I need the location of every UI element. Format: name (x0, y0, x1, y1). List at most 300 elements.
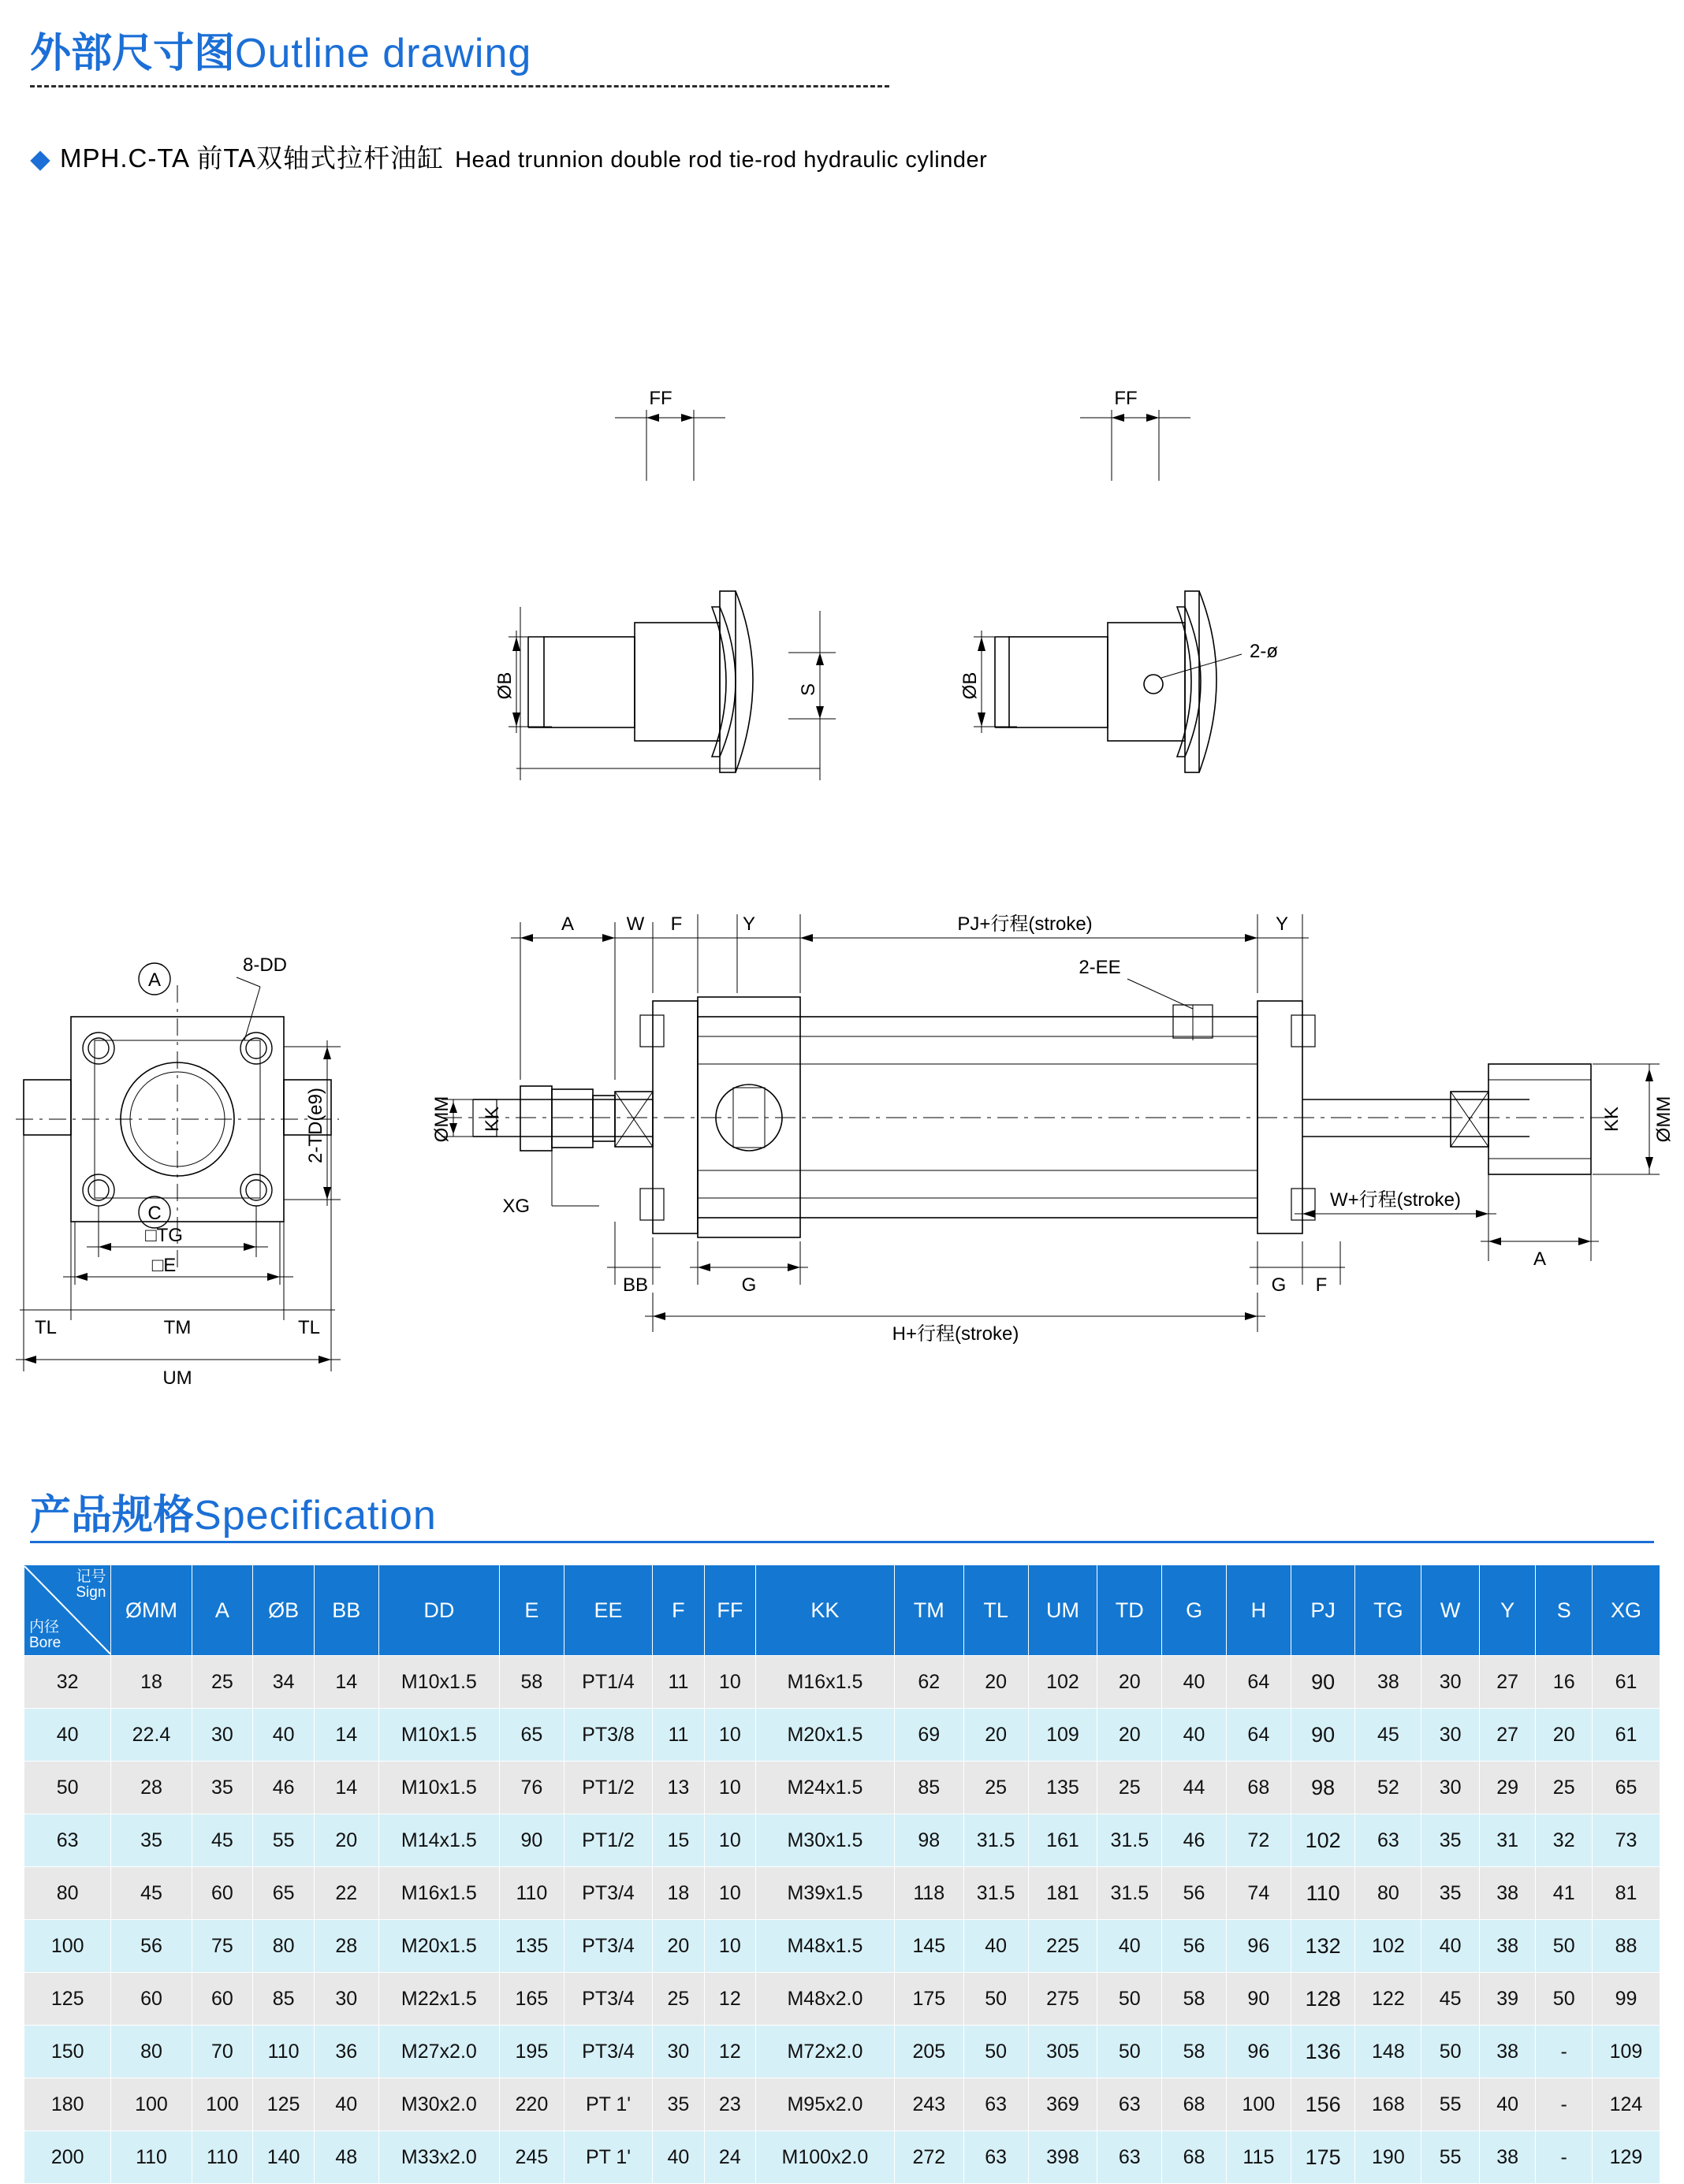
cell-w: 40 (1421, 1920, 1480, 1973)
cell-s: - (1536, 2131, 1593, 2184)
cell-s: 50 (1536, 1920, 1593, 1973)
cell-g: 40 (1162, 1656, 1227, 1709)
cell-um: 102 (1028, 1656, 1097, 1709)
cell-h: 115 (1226, 2131, 1291, 2184)
col-header-dd: DD (378, 1565, 499, 1656)
cell-tl: 50 (963, 2026, 1028, 2078)
cell-bore: 80 (24, 1867, 111, 1920)
cell-e: 58 (500, 1656, 564, 1709)
cell-s: 32 (1536, 1814, 1593, 1867)
cell-y: 27 (1479, 1656, 1536, 1709)
cell-tg: 63 (1355, 1814, 1421, 1867)
cell-bb: 22 (314, 1867, 378, 1920)
svg-text:A: A (147, 969, 162, 991)
col-header-omm: ØMM (111, 1565, 192, 1656)
cell-bb: 30 (314, 1973, 378, 2026)
cell-y: 38 (1479, 1920, 1536, 1973)
cell-e: 76 (500, 1762, 564, 1814)
svg-text:KK: KK (482, 1106, 503, 1133)
cell-mm: 56 (111, 1920, 192, 1973)
cell-bore: 50 (24, 1762, 111, 1814)
cell-mm: 110 (111, 2131, 192, 2184)
cell-s: 20 (1536, 1709, 1593, 1762)
cell-xg: 73 (1592, 1814, 1660, 1867)
cell-ff: 10 (704, 1814, 755, 1867)
cell-bb: 36 (314, 2026, 378, 2078)
cell-kk: M39x1.5 (756, 1867, 895, 1920)
cell-y: 38 (1479, 2131, 1536, 2184)
col-header-h: H (1226, 1565, 1291, 1656)
cell-tl: 31.5 (963, 1867, 1028, 1920)
cell-tg: 80 (1355, 1867, 1421, 1920)
cell-e: 110 (500, 1867, 564, 1920)
cell-dd: M20x1.5 (378, 1920, 499, 1973)
specification-table (24, 1565, 1660, 2184)
cell-y: 40 (1479, 2078, 1536, 2131)
col-header-tl: TL (963, 1565, 1028, 1656)
cell-b: 140 (253, 2131, 315, 2184)
cell-f: 25 (653, 1973, 704, 2026)
cell-ee: PT3/4 (564, 1867, 652, 1920)
cell-td: 20 (1097, 1709, 1162, 1762)
svg-text:ØMM: ØMM (431, 1096, 453, 1143)
cell-xg: 129 (1592, 2131, 1660, 2184)
col-header-kk: KK (756, 1565, 895, 1656)
spec-blue-divider (30, 1541, 1654, 1543)
cell-dd: M10x1.5 (378, 1656, 499, 1709)
cell-ee: PT3/4 (564, 1920, 652, 1973)
cell-y: 39 (1479, 1973, 1536, 2026)
table-row (24, 2131, 1660, 2184)
cell-s: 50 (1536, 1973, 1593, 2026)
cell-e: 90 (500, 1814, 564, 1867)
cell-e: 135 (500, 1920, 564, 1973)
cell-ff: 10 (704, 1920, 755, 1973)
cell-b: 40 (253, 1709, 315, 1762)
svg-text:A: A (561, 913, 575, 935)
cell-a: 45 (192, 1814, 253, 1867)
cell-mm: 35 (111, 1814, 192, 1867)
cell-h: 100 (1226, 2078, 1291, 2131)
cell-xg: 81 (1592, 1867, 1660, 1920)
cell-tm: 205 (894, 2026, 963, 2078)
cell-g: 68 (1162, 2078, 1227, 2131)
col-header-tm: TM (894, 1565, 963, 1656)
cell-tm: 272 (894, 2131, 963, 2184)
cell-h: 64 (1226, 1709, 1291, 1762)
cell-dd: M33x2.0 (378, 2131, 499, 2184)
cell-f: 13 (653, 1762, 704, 1814)
cell-w: 35 (1421, 1814, 1480, 1867)
cell-ee: PT3/4 (564, 2026, 652, 2078)
cell-b: 34 (253, 1656, 315, 1709)
cell-w: 50 (1421, 2026, 1480, 2078)
bore-label-en: Bore (29, 1635, 61, 1651)
cell-s: - (1536, 2026, 1593, 2078)
spec-heading-cn: 产品规格 (30, 1493, 195, 1538)
cell-ee: PT 1' (564, 2078, 652, 2131)
cell-td: 31.5 (1097, 1814, 1162, 1867)
cell-y: 38 (1479, 1867, 1536, 1920)
cell-tl: 50 (963, 1973, 1028, 2026)
cell-a: 70 (192, 2026, 253, 2078)
cell-a: 60 (192, 1973, 253, 2026)
model-name-en: Head trunnion double rod tie-rod hydraulic cylinder (455, 147, 988, 173)
cell-tg: 168 (1355, 2078, 1421, 2131)
outline-drawing-heading (30, 20, 531, 79)
cell-y: 27 (1479, 1709, 1536, 1762)
cell-h: 96 (1226, 1920, 1291, 1973)
cell-pj: 98 (1291, 1762, 1355, 1814)
cell-h: 64 (1226, 1656, 1291, 1709)
specification-heading (30, 1482, 437, 1541)
cell-mm: 60 (111, 1973, 192, 2026)
cell-f: 11 (653, 1709, 704, 1762)
svg-text:ØB: ØB (959, 672, 981, 700)
col-header-e: E (500, 1565, 564, 1656)
col-header-y: Y (1479, 1565, 1536, 1656)
cell-s: 16 (1536, 1656, 1593, 1709)
cell-mm: 80 (111, 2026, 192, 2078)
svg-text:W: W (626, 913, 645, 935)
svg-text:XG: XG (502, 1196, 530, 1217)
cell-b: 110 (253, 2026, 315, 2078)
cell-tg: 148 (1355, 2026, 1421, 2078)
cell-dd: M10x1.5 (378, 1709, 499, 1762)
cell-g: 56 (1162, 1867, 1227, 1920)
col-header-g: G (1162, 1565, 1227, 1656)
cell-tl: 63 (963, 2131, 1028, 2184)
cell-h: 90 (1226, 1973, 1291, 2026)
cell-g: 56 (1162, 1920, 1227, 1973)
cell-b: 65 (253, 1867, 315, 1920)
cell-bore: 100 (24, 1920, 111, 1973)
svg-text:Y: Y (1275, 913, 1289, 935)
cell-tm: 69 (894, 1709, 963, 1762)
cell-b: 55 (253, 1814, 315, 1867)
cell-ee: PT3/8 (564, 1709, 652, 1762)
col-header-td: TD (1097, 1565, 1162, 1656)
cell-um: 398 (1028, 2131, 1097, 2184)
cell-xg: 109 (1592, 2026, 1660, 2078)
cell-y: 38 (1479, 2026, 1536, 2078)
cell-h: 68 (1226, 1762, 1291, 1814)
svg-text:S: S (798, 683, 819, 697)
cell-h: 96 (1226, 2026, 1291, 2078)
cell-dd: M27x2.0 (378, 2026, 499, 2078)
svg-text:F: F (670, 913, 683, 935)
cell-mm: 18 (111, 1656, 192, 1709)
cell-f: 35 (653, 2078, 704, 2131)
cell-tl: 20 (963, 1656, 1028, 1709)
cell-w: 55 (1421, 2131, 1480, 2184)
cell-kk: M48x2.0 (756, 1973, 895, 2026)
col-header-ee: EE (564, 1565, 652, 1656)
svg-text:UM: UM (162, 1367, 192, 1389)
outline-heading-cn: 外部尺寸图 (30, 31, 236, 76)
svg-text:FF: FF (1114, 388, 1138, 409)
cell-f: 40 (653, 2131, 704, 2184)
cell-um: 275 (1028, 1973, 1097, 2026)
table-row (24, 1762, 1660, 1814)
cell-kk: M16x1.5 (756, 1656, 895, 1709)
cell-td: 50 (1097, 1973, 1162, 2026)
cell-ee: PT3/4 (564, 1973, 652, 2026)
svg-text:F: F (1315, 1274, 1328, 1296)
cell-g: 44 (1162, 1762, 1227, 1814)
cell-ff: 12 (704, 2026, 755, 2078)
cell-g: 46 (1162, 1814, 1227, 1867)
cell-tl: 20 (963, 1709, 1028, 1762)
svg-text:8-DD: 8-DD (243, 954, 288, 976)
cell-tm: 98 (894, 1814, 963, 1867)
cell-ff: 12 (704, 1973, 755, 2026)
cell-td: 40 (1097, 1920, 1162, 1973)
specification-table-wrap (24, 1565, 1660, 2184)
cell-ff: 24 (704, 2131, 755, 2184)
cell-kk: M30x1.5 (756, 1814, 895, 1867)
col-header-ff: FF (704, 1565, 755, 1656)
cell-y: 29 (1479, 1762, 1536, 1814)
spec-heading-en: Specification (194, 1493, 437, 1538)
cell-xg: 124 (1592, 2078, 1660, 2131)
cell-e: 220 (500, 2078, 564, 2131)
table-row (24, 1867, 1660, 1920)
cell-tl: 31.5 (963, 1814, 1028, 1867)
cell-td: 31.5 (1097, 1867, 1162, 1920)
technical-drawing (0, 181, 1684, 1442)
cell-a: 100 (192, 2078, 253, 2131)
table-row (24, 1814, 1660, 1867)
svg-text:2-EE: 2-EE (1079, 957, 1121, 978)
cell-h: 74 (1226, 1867, 1291, 1920)
cell-dd: M10x1.5 (378, 1762, 499, 1814)
cell-a: 110 (192, 2131, 253, 2184)
cell-xg: 61 (1592, 1709, 1660, 1762)
cell-um: 225 (1028, 1920, 1097, 1973)
svg-text:G: G (1271, 1274, 1287, 1296)
cell-f: 11 (653, 1656, 704, 1709)
cell-pj: 90 (1291, 1709, 1355, 1762)
col-header-bb: BB (314, 1565, 378, 1656)
cell-bb: 20 (314, 1814, 378, 1867)
cell-b: 80 (253, 1920, 315, 1973)
cell-bore: 125 (24, 1973, 111, 2026)
table-row (24, 1656, 1660, 1709)
cell-pj: 90 (1291, 1656, 1355, 1709)
svg-text:TL: TL (297, 1317, 321, 1338)
cell-s: 25 (1536, 1762, 1593, 1814)
cell-tg: 45 (1355, 1709, 1421, 1762)
cell-dd: M14x1.5 (378, 1814, 499, 1867)
svg-text:□TG: □TG (145, 1225, 183, 1246)
cell-pj: 156 (1291, 2078, 1355, 2131)
cell-y: 31 (1479, 1814, 1536, 1867)
cell-xg: 65 (1592, 1762, 1660, 1814)
cell-tg: 38 (1355, 1656, 1421, 1709)
cell-tl: 25 (963, 1762, 1028, 1814)
cell-um: 161 (1028, 1814, 1097, 1867)
cell-bb: 14 (314, 1709, 378, 1762)
svg-text:□E: □E (151, 1255, 177, 1276)
cell-w: 30 (1421, 1656, 1480, 1709)
svg-text:TM: TM (163, 1317, 192, 1338)
bore-label-cn: 内径 (29, 1619, 60, 1635)
cell-g: 68 (1162, 2131, 1227, 2184)
cell-f: 30 (653, 2026, 704, 2078)
cell-kk: M95x2.0 (756, 2078, 895, 2131)
col-header-xg: XG (1592, 1565, 1660, 1656)
outline-heading-en: Outline drawing (235, 31, 532, 76)
cell-pj: 132 (1291, 1920, 1355, 1973)
cell-a: 30 (192, 1709, 253, 1762)
cell-g: 58 (1162, 2026, 1227, 2078)
cell-um: 369 (1028, 2078, 1097, 2131)
col-header-tg: TG (1355, 1565, 1421, 1656)
cell-e: 195 (500, 2026, 564, 2078)
svg-text:H+行程(stroke): H+行程(stroke) (892, 1323, 1019, 1345)
cell-kk: M24x1.5 (756, 1762, 895, 1814)
cell-td: 63 (1097, 2078, 1162, 2131)
cell-ee: PT 1' (564, 2131, 652, 2184)
cell-f: 20 (653, 1920, 704, 1973)
cell-bore: 150 (24, 2026, 111, 2078)
cell-tm: 145 (894, 1920, 963, 1973)
cell-td: 25 (1097, 1762, 1162, 1814)
cell-xg: 88 (1592, 1920, 1660, 1973)
cell-w: 55 (1421, 2078, 1480, 2131)
cell-g: 58 (1162, 1973, 1227, 2026)
table-body (24, 1656, 1660, 2184)
col-header-ob: ØB (253, 1565, 315, 1656)
cell-bore: 40 (24, 1709, 111, 1762)
svg-text:ØB: ØB (494, 672, 516, 700)
cell-ff: 10 (704, 1656, 755, 1709)
svg-text:C: C (147, 1203, 162, 1224)
table-row (24, 2026, 1660, 2078)
col-header-pj: PJ (1291, 1565, 1355, 1656)
cell-td: 50 (1097, 2026, 1162, 2078)
model-designation (33, 138, 987, 175)
cell-pj: 136 (1291, 2026, 1355, 2078)
cell-w: 35 (1421, 1867, 1480, 1920)
cell-mm: 45 (111, 1867, 192, 1920)
cell-ff: 23 (704, 2078, 755, 2131)
cell-e: 245 (500, 2131, 564, 2184)
cell-pj: 128 (1291, 1973, 1355, 2026)
cell-xg: 99 (1592, 1973, 1660, 2026)
cell-bb: 28 (314, 1920, 378, 1973)
cell-tm: 62 (894, 1656, 963, 1709)
svg-text:W+行程(stroke): W+行程(stroke) (1329, 1189, 1462, 1211)
svg-text:Y: Y (742, 913, 756, 935)
col-header-f: F (653, 1565, 704, 1656)
svg-text:KK: KK (1601, 1106, 1623, 1133)
cell-b: 85 (253, 1973, 315, 2026)
cell-tm: 175 (894, 1973, 963, 2026)
cell-kk: M100x2.0 (756, 2131, 895, 2184)
cell-s: - (1536, 2078, 1593, 2131)
col-header-w: W (1421, 1565, 1480, 1656)
cell-dd: M30x2.0 (378, 2078, 499, 2131)
cell-bb: 14 (314, 1656, 378, 1709)
cell-bb: 40 (314, 2078, 378, 2131)
heading-dashed-divider (30, 85, 889, 87)
table-row (24, 1973, 1660, 2026)
cell-b: 125 (253, 2078, 315, 2131)
cell-tg: 102 (1355, 1920, 1421, 1973)
cell-h: 72 (1226, 1814, 1291, 1867)
cell-mm: 28 (111, 1762, 192, 1814)
svg-text:BB: BB (622, 1274, 649, 1296)
svg-text:ØMM: ØMM (1653, 1096, 1675, 1143)
svg-text:TL: TL (34, 1317, 58, 1338)
cell-f: 15 (653, 1814, 704, 1867)
cell-kk: M72x2.0 (756, 2026, 895, 2078)
sign-label-cn: 记号 (76, 1568, 106, 1585)
cell-ee: PT1/4 (564, 1656, 652, 1709)
cell-e: 65 (500, 1709, 564, 1762)
table-row (24, 1709, 1660, 1762)
cell-f: 18 (653, 1867, 704, 1920)
cell-a: 25 (192, 1656, 253, 1709)
table-header-row (24, 1565, 1660, 1656)
cell-dd: M22x1.5 (378, 1973, 499, 2026)
cell-ee: PT1/2 (564, 1814, 652, 1867)
svg-text:2-TD(e9): 2-TD(e9) (305, 1087, 326, 1164)
cell-kk: M20x1.5 (756, 1709, 895, 1762)
cell-dd: M16x1.5 (378, 1867, 499, 1920)
cell-mm: 100 (111, 2078, 192, 2131)
cell-bore: 63 (24, 1814, 111, 1867)
cell-w: 45 (1421, 1973, 1480, 2026)
cell-bore: 32 (24, 1656, 111, 1709)
svg-text:PJ+行程(stroke): PJ+行程(stroke) (957, 913, 1093, 935)
cell-td: 63 (1097, 2131, 1162, 2184)
table-row (24, 2078, 1660, 2131)
cell-bore: 200 (24, 2131, 111, 2184)
cell-a: 75 (192, 1920, 253, 1973)
cell-mm: 22.4 (111, 1709, 192, 1762)
cell-tg: 52 (1355, 1762, 1421, 1814)
cell-kk: M48x1.5 (756, 1920, 895, 1973)
cell-b: 46 (253, 1762, 315, 1814)
cell-tg: 190 (1355, 2131, 1421, 2184)
cell-tl: 63 (963, 2078, 1028, 2131)
cell-tg: 122 (1355, 1973, 1421, 2026)
cell-um: 305 (1028, 2026, 1097, 2078)
cell-ff: 10 (704, 1709, 755, 1762)
cell-tm: 118 (894, 1867, 963, 1920)
cell-w: 30 (1421, 1709, 1480, 1762)
cell-um: 109 (1028, 1709, 1097, 1762)
diamond-bullet-icon (30, 151, 50, 170)
cell-a: 35 (192, 1762, 253, 1814)
cell-bb: 14 (314, 1762, 378, 1814)
cell-tm: 85 (894, 1762, 963, 1814)
svg-text:FF: FF (649, 388, 672, 409)
cell-td: 20 (1097, 1656, 1162, 1709)
cell-ee: PT1/2 (564, 1762, 652, 1814)
col-header-s: S (1536, 1565, 1593, 1656)
cell-e: 165 (500, 1973, 564, 2026)
cell-pj: 110 (1291, 1867, 1355, 1920)
cell-bb: 48 (314, 2131, 378, 2184)
cell-pj: 175 (1291, 2131, 1355, 2184)
cell-s: 41 (1536, 1867, 1593, 1920)
table-header (24, 1565, 1660, 1656)
model-name-cn: MPH.C-TA 前TA双轴式拉杆油缸 (60, 143, 445, 173)
